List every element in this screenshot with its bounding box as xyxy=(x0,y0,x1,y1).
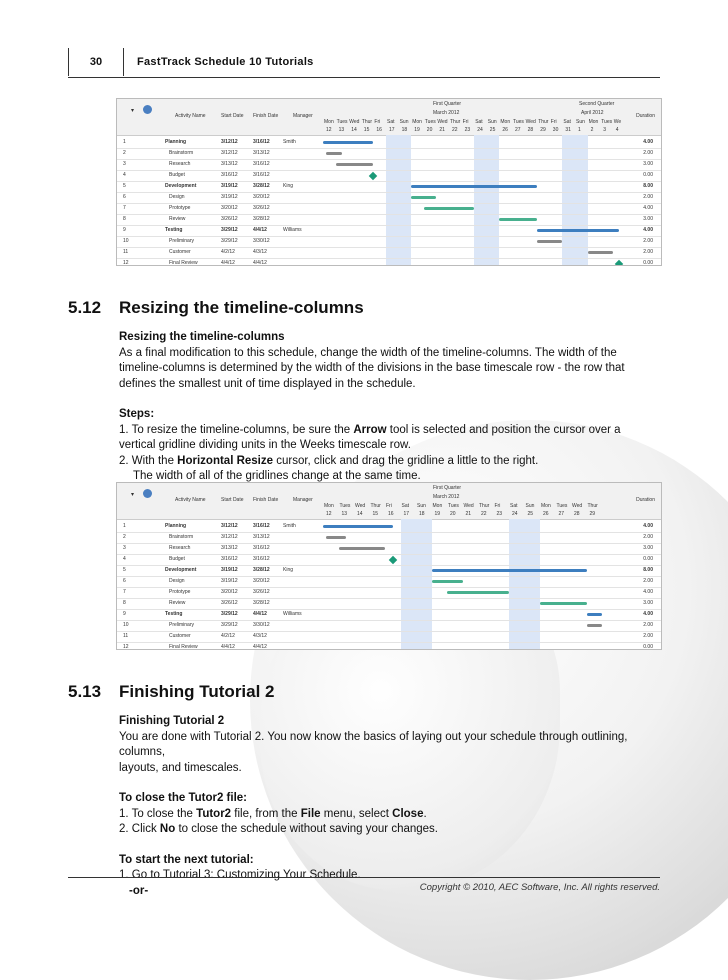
date-label: 20 xyxy=(450,511,456,517)
col-manager: Manager xyxy=(293,497,313,503)
date-label: 12 xyxy=(326,511,332,517)
finish-date: 4/4/12 xyxy=(253,611,267,617)
day-label: Mon xyxy=(324,503,334,509)
duration: 4.00 xyxy=(643,523,653,529)
gantt-bar xyxy=(432,569,587,572)
date-label: 21 xyxy=(439,127,445,133)
date-label: 29 xyxy=(589,511,596,517)
col-start-date: Start Date xyxy=(221,497,244,503)
section-number: 5.13 xyxy=(68,682,102,701)
running-header-title: FastTrack Schedule 10 Tutorials xyxy=(137,56,314,68)
duration: 2.00 xyxy=(643,238,653,244)
start-date: 3/12/12 xyxy=(221,523,238,529)
finish-date: 3/16/12 xyxy=(253,161,270,167)
step-2: 2. With the Horizontal Resize cursor, click and drag the gridline a little to the right. xyxy=(119,454,539,467)
day-label: Mon xyxy=(500,119,511,125)
start-date: 3/19/12 xyxy=(221,194,238,200)
finish-date: 3/28/12 xyxy=(253,183,270,189)
day-label: Sun xyxy=(487,119,497,125)
date-label: 18 xyxy=(401,127,408,133)
duration: 4.00 xyxy=(643,589,653,595)
quarter-label: Second Quarter xyxy=(579,101,615,107)
day-label: Fri xyxy=(386,503,392,509)
close-step-2: 2. Click No to close the schedule without saving your changes. xyxy=(119,823,438,835)
day-label: Sun xyxy=(576,119,585,125)
start-date: 3/20/12 xyxy=(221,589,238,595)
date-label: 23 xyxy=(464,127,471,133)
day-label: Thur xyxy=(479,503,490,509)
gantt-bar xyxy=(326,536,346,539)
date-label: 20 xyxy=(426,127,433,133)
date-label: 29 xyxy=(540,127,546,133)
col-finish-date: Finish Date xyxy=(253,113,279,119)
close-label: To close the Tutor2 file: xyxy=(119,792,247,804)
table-row xyxy=(117,642,661,650)
day-label: Thur xyxy=(538,119,549,125)
day-label: We xyxy=(613,119,622,125)
date-label: 24 xyxy=(477,127,483,133)
row-number: 5 xyxy=(123,567,126,573)
date-label: 14 xyxy=(351,127,357,133)
day-label: Tues xyxy=(339,503,351,509)
date-label: 25 xyxy=(527,511,534,517)
section-title: Resizing the timeline-columns xyxy=(119,298,364,317)
gantt-screenshot-2 xyxy=(116,482,662,650)
date-label: 17 xyxy=(389,127,395,133)
day-label: Thur xyxy=(587,503,598,509)
close-step-1: 1. To close the Tutor2 file, from the File menu, select Close. xyxy=(119,807,427,820)
start-date: 3/26/12 xyxy=(221,600,238,606)
day-label: Fri xyxy=(494,503,501,509)
duration: 8.00 xyxy=(643,567,653,573)
manager-name: Williams xyxy=(283,227,302,233)
activity-name: Planning xyxy=(165,523,187,529)
date-label: 24 xyxy=(512,511,518,517)
manager-name: Smith xyxy=(283,139,296,145)
row-number: 3 xyxy=(123,161,126,167)
start-date: 3/19/12 xyxy=(221,183,238,189)
row-number: 4 xyxy=(123,556,126,562)
date-label: 27 xyxy=(515,127,521,133)
gantt-bar xyxy=(323,141,373,144)
finish-date: 3/28/12 xyxy=(253,216,270,222)
gantt-bar xyxy=(323,525,393,528)
date-label: 30 xyxy=(552,127,559,133)
activity-name: Prototype xyxy=(169,205,191,211)
day-label: Sun xyxy=(399,119,409,125)
activity-name: Brainstorm xyxy=(169,150,194,156)
start-date: 3/16/12 xyxy=(221,556,238,562)
activity-name: Preliminary xyxy=(169,238,195,244)
row-number: 12 xyxy=(123,260,129,266)
gantt-bar xyxy=(411,196,436,199)
duration: 4.00 xyxy=(643,227,653,233)
duration: 2.00 xyxy=(643,534,653,540)
finish-date: 3/13/12 xyxy=(253,534,270,540)
day-label: Thur xyxy=(450,119,461,125)
day-label: Mon xyxy=(412,119,422,125)
day-label: Sun xyxy=(417,503,426,509)
activity-name: Testing xyxy=(165,227,183,233)
finish-date: 3/30/12 xyxy=(253,238,270,244)
start-date: 3/26/12 xyxy=(221,216,238,222)
date-label: 28 xyxy=(527,127,534,133)
row-number: 7 xyxy=(123,205,126,211)
next-label: To start the next tutorial: xyxy=(119,853,254,866)
gantt-bar xyxy=(411,185,537,188)
date-label: 22 xyxy=(481,511,487,517)
activity-name: Final Review xyxy=(169,644,198,650)
gantt-bar xyxy=(432,580,463,583)
day-label: Fri xyxy=(374,119,381,125)
gantt-bar xyxy=(339,547,386,550)
date-label: 26 xyxy=(543,511,549,517)
section-title: Finishing Tutorial 2 xyxy=(119,682,275,701)
table-row xyxy=(117,258,661,266)
subheading: Resizing the timeline-columns xyxy=(119,331,285,343)
col-activity-name: Activity Name xyxy=(175,497,206,503)
start-date: 4/2/12 xyxy=(221,633,235,639)
date-label: 16 xyxy=(388,511,394,517)
finish-date: 3/16/12 xyxy=(253,523,270,529)
date-label: 1 xyxy=(578,127,581,133)
day-label: Mon xyxy=(324,119,334,125)
date-label: 26 xyxy=(502,127,508,133)
duration: 0.00 xyxy=(643,644,653,650)
start-date: 3/12/12 xyxy=(221,139,238,145)
activity-name: Final Review xyxy=(169,260,198,266)
manager-name: Smith xyxy=(283,523,296,529)
next-step-1: 1. Go to Tutorial 3: Customizing Your Schedule. xyxy=(119,869,361,881)
activity-name: Prototype xyxy=(169,589,191,595)
duration: 2.00 xyxy=(643,578,653,584)
finish-date: 3/30/12 xyxy=(253,622,270,628)
duration: 3.00 xyxy=(643,161,653,167)
day-label: Mon xyxy=(432,503,443,509)
row-number: 2 xyxy=(123,150,126,156)
col-activity-name: Activity Name xyxy=(175,113,206,119)
activity-name: Budget xyxy=(169,172,185,178)
start-date: 3/19/12 xyxy=(221,567,238,573)
date-label: 19 xyxy=(414,127,420,133)
month-label: March 2012 xyxy=(433,494,460,500)
manager-name: King xyxy=(283,567,294,573)
day-label: Mon xyxy=(541,503,551,509)
date-label: 28 xyxy=(574,511,580,517)
activity-name: Planning xyxy=(165,139,187,145)
date-label: 2 xyxy=(590,127,594,133)
row-number: 6 xyxy=(123,194,126,200)
start-date: 3/20/12 xyxy=(221,205,238,211)
finish-date: 4/4/12 xyxy=(253,260,267,266)
gantt-bar xyxy=(588,251,613,254)
date-label: 4 xyxy=(615,127,619,133)
finish-date: 3/28/12 xyxy=(253,600,270,606)
body-line: defines the smallest unit of time displayed in the schedule. xyxy=(119,377,416,390)
info-icon xyxy=(143,105,152,114)
gantt-screenshot-1 xyxy=(116,98,662,266)
finish-date: 3/13/12 xyxy=(253,150,270,156)
activity-name: Testing xyxy=(165,611,183,617)
finish-date: 4/4/12 xyxy=(253,644,267,650)
row-number: 1 xyxy=(123,139,126,145)
date-label: 13 xyxy=(338,127,345,133)
activity-name: Preliminary xyxy=(169,622,195,628)
body-line: As a final modification to this schedule, change the width of the timeline-columns. The width of the xyxy=(119,346,617,359)
start-date: 3/13/12 xyxy=(221,161,238,167)
day-label: Tues xyxy=(448,503,459,509)
day-label: Wed xyxy=(572,503,583,509)
date-label: 15 xyxy=(372,511,379,517)
activity-name: Customer xyxy=(169,633,191,639)
start-date: 4/4/12 xyxy=(221,260,235,266)
start-date: 4/4/12 xyxy=(221,644,235,650)
date-label: 23 xyxy=(496,511,503,517)
info-icon xyxy=(143,489,152,498)
step-2-cont: The width of all of the gridlines change at the same time. xyxy=(133,470,421,482)
sort-icon: ▾ xyxy=(131,492,135,498)
finish-date: 3/16/12 xyxy=(253,545,270,551)
header-rule xyxy=(68,77,660,78)
gantt-bar xyxy=(540,602,587,605)
or-label: -or- xyxy=(129,884,149,897)
steps-label: Steps: xyxy=(119,408,155,420)
activity-name: Review xyxy=(169,216,186,222)
date-label: 27 xyxy=(558,511,565,517)
body-line: timeline-columns is determined by the width of the divisions in the base timescale row - the row that xyxy=(119,362,625,374)
finish-date: 4/3/12 xyxy=(253,249,267,255)
day-label: Wed xyxy=(437,119,448,125)
row-number: 8 xyxy=(123,600,126,606)
manager-name: King xyxy=(283,183,294,189)
start-date: 3/16/12 xyxy=(221,172,238,178)
duration: 4.00 xyxy=(643,139,653,145)
date-label: 12 xyxy=(326,127,332,133)
duration: 2.00 xyxy=(643,194,653,200)
day-label: Wed xyxy=(525,119,536,125)
subheading: Finishing Tutorial 2 xyxy=(119,715,225,727)
duration: 0.00 xyxy=(643,172,653,178)
row-number: 12 xyxy=(123,644,129,650)
finish-date: 3/16/12 xyxy=(253,172,270,178)
gantt-bar xyxy=(587,613,603,616)
row-number: 3 xyxy=(123,545,126,551)
gantt-bar xyxy=(587,624,603,627)
start-date: 3/19/12 xyxy=(221,578,238,584)
quarter-label: First Quarter xyxy=(433,101,462,107)
footer-rule xyxy=(68,877,660,878)
finish-date: 4/3/12 xyxy=(253,633,267,639)
activity-name: Development xyxy=(165,183,197,189)
start-date: 3/29/12 xyxy=(221,227,238,233)
day-label: Sat xyxy=(475,119,483,125)
duration: 8.00 xyxy=(643,183,653,189)
row-number: 9 xyxy=(123,611,126,617)
col-finish-date: Finish Date xyxy=(253,497,279,503)
day-label: Mon xyxy=(588,119,599,125)
day-label: Fri xyxy=(550,119,557,125)
section-number: 5.12 xyxy=(68,298,102,317)
day-label: Sun xyxy=(525,503,535,509)
day-label: Fri xyxy=(462,119,469,125)
col-manager: Manager xyxy=(293,113,313,119)
date-label: 18 xyxy=(419,511,425,517)
finish-date: 3/20/12 xyxy=(253,578,270,584)
finish-date: 4/4/12 xyxy=(253,227,267,233)
step-1: 1. To resize the timeline-columns, be sure the Arrow tool is selected and position the cursor over a xyxy=(119,423,621,436)
finish-date: 3/16/12 xyxy=(253,556,270,562)
date-label: 31 xyxy=(565,127,571,133)
duration: 2.00 xyxy=(643,622,653,628)
section-5-13-body xyxy=(119,714,664,899)
month-label: March 2012 xyxy=(433,110,460,116)
manager-name: Williams xyxy=(283,611,302,617)
activity-name: Development xyxy=(165,567,197,573)
date-label: 15 xyxy=(363,127,370,133)
activity-name: Budget xyxy=(169,556,185,562)
gantt-bar xyxy=(326,152,342,155)
row-number: 2 xyxy=(123,534,126,540)
row-number: 9 xyxy=(123,227,126,233)
step-1-cont: vertical gridline dividing units in the Weeks timescale row. xyxy=(119,439,411,451)
start-date: 3/29/12 xyxy=(221,611,238,617)
day-label: Wed xyxy=(463,503,474,509)
duration: 3.00 xyxy=(643,545,653,551)
section-5-12-body xyxy=(119,330,664,485)
date-label: 3 xyxy=(603,127,606,133)
row-number: 6 xyxy=(123,578,126,584)
row-number: 7 xyxy=(123,589,126,595)
duration: 2.00 xyxy=(643,633,653,639)
duration: 2.00 xyxy=(643,249,653,255)
quarter-label: First Quarter xyxy=(433,485,462,491)
duration: 0.00 xyxy=(643,556,653,562)
gantt-bar xyxy=(537,240,562,243)
duration: 0.00 xyxy=(643,260,653,266)
date-label: 14 xyxy=(357,511,363,517)
finish-date: 3/28/12 xyxy=(253,567,270,573)
start-date: 3/12/12 xyxy=(221,150,238,156)
date-label: 25 xyxy=(489,127,496,133)
gantt-bar xyxy=(537,229,619,232)
start-date: 3/29/12 xyxy=(221,622,238,628)
row-number: 11 xyxy=(123,633,129,639)
day-label: Sat xyxy=(387,119,395,125)
row-number: 5 xyxy=(123,183,126,189)
duration: 3.00 xyxy=(643,600,653,606)
date-label: 22 xyxy=(452,127,458,133)
day-label: Wed xyxy=(349,119,360,125)
row-number: 10 xyxy=(123,622,129,628)
activity-name: Customer xyxy=(169,249,191,255)
day-label: Wed xyxy=(355,503,366,509)
finish-date: 3/20/12 xyxy=(253,194,270,200)
day-label: Sat xyxy=(401,503,410,509)
row-number: 11 xyxy=(123,249,129,255)
activity-name: Design xyxy=(169,578,185,584)
activity-name: Brainstorm xyxy=(169,534,194,540)
copyright-footer: Copyright © 2010, AEC Software, Inc. All rights reserved. xyxy=(419,882,660,893)
day-label: Tues xyxy=(601,119,613,125)
day-label: Sat xyxy=(563,119,571,125)
duration: 4.00 xyxy=(643,205,653,211)
date-label: 17 xyxy=(403,511,410,517)
day-label: Tues xyxy=(513,119,524,125)
finish-date: 3/26/12 xyxy=(253,205,270,211)
gantt-bar xyxy=(447,591,509,594)
start-date: 3/13/12 xyxy=(221,545,238,551)
day-label: Tues xyxy=(556,503,568,509)
gantt-bar xyxy=(336,163,374,166)
duration: 3.00 xyxy=(643,216,653,222)
day-label: Sat xyxy=(510,503,518,509)
row-number: 8 xyxy=(123,216,126,222)
col-start-date: Start Date xyxy=(221,113,244,119)
month-label: April 2012 xyxy=(581,110,604,116)
gantt-bar xyxy=(424,207,474,210)
duration: 4.00 xyxy=(643,611,653,617)
col-duration: Duration xyxy=(636,497,655,503)
gantt-bar xyxy=(499,218,537,221)
body-line: You are done with Tutorial 2. You now know the basics of laying out your schedule through outlining, columns, xyxy=(119,730,628,758)
day-label: Thur xyxy=(370,503,381,509)
date-label: 19 xyxy=(434,511,441,517)
row-number: 10 xyxy=(123,238,129,244)
activity-name: Review xyxy=(169,600,186,606)
row-number: 4 xyxy=(123,172,126,178)
date-label: 21 xyxy=(465,511,472,517)
row-number: 1 xyxy=(123,523,126,529)
finish-date: 3/16/12 xyxy=(253,139,270,145)
activity-name: Research xyxy=(169,545,191,551)
start-date: 3/12/12 xyxy=(221,534,238,540)
finish-date: 3/26/12 xyxy=(253,589,270,595)
duration: 2.00 xyxy=(643,150,653,156)
start-date: 3/29/12 xyxy=(221,238,238,244)
page-number: 30 xyxy=(68,48,124,76)
col-duration: Duration xyxy=(636,113,655,119)
activity-name: Design xyxy=(169,194,185,200)
day-label: Tues xyxy=(336,119,348,125)
day-label: Thur xyxy=(361,119,373,125)
day-label: Tues xyxy=(424,119,436,125)
sort-icon: ▾ xyxy=(131,108,135,114)
start-date: 4/2/12 xyxy=(221,249,235,255)
activity-name: Research xyxy=(169,161,191,167)
date-label: 13 xyxy=(341,511,348,517)
date-label: 16 xyxy=(376,127,382,133)
body-line: layouts, and timescales. xyxy=(119,761,242,774)
